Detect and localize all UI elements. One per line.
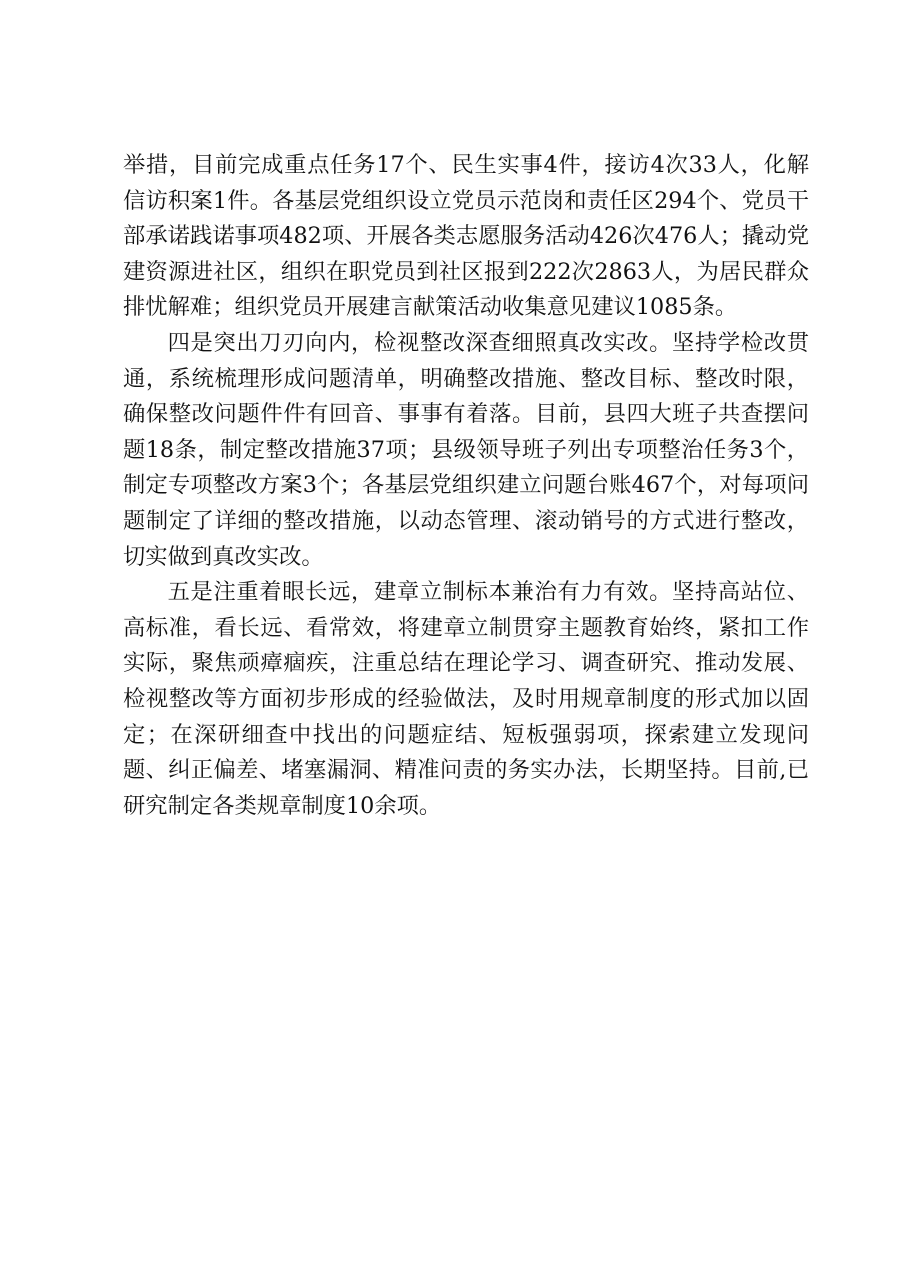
document-body xyxy=(123,148,809,824)
paragraph-item-five: 五是注重着眼长远，建章立制标本兼治有力有效。坚持高站位、高标准，看长远、看常效，将建章立制贯穿主题教育始终，紧扣工作实际，聚焦顽瘴痼疾，注重总结在理论学习、调查研究、推动发展、检视整改等方面初步形成的经验做法，及时用规章制度的形式加以固定；在深研细查中找出的问题症结、短板强弱项，探索建立发现问题、纠正偏差、堵塞漏洞、精准问责的务实办法，长期坚持。目前,已研究制定各类规章制度10余项。 xyxy=(123,579,809,819)
paragraph-continuation: 举措，目前完成重点任务17个、民生实事4件，接访4次33人，化解信访积案1件。各基层党组织设立党员示范岗和责任区294个、党员干部承诺践诺事项482项、开展各类志愿服务活动426次476人；撬动党建资源进社区，组织在职党员到社区报到222次2863人，为居民群众排忧解难；组织党员开展建言献策活动收集意见建议1085条。 xyxy=(123,152,809,321)
paragraph-item-four: 四是突出刀刃向内，检视整改深查细照真改实改。坚持学检改贯通，系统梳理形成问题清单，明确整改措施、整改目标、整改时限，确保整改问题件件有回音、事事有着落。目前，县四大班子共查摆问题18条，制定整改措施37项；县级领导班子列出专项整治任务3个，制定专项整改方案3个；各基层党组织建立问题台账467个，对每项问题制定了详细的整改措施，以动态管理、滚动销号的方式进行整改，切实做到真改实改。 xyxy=(123,329,809,570)
